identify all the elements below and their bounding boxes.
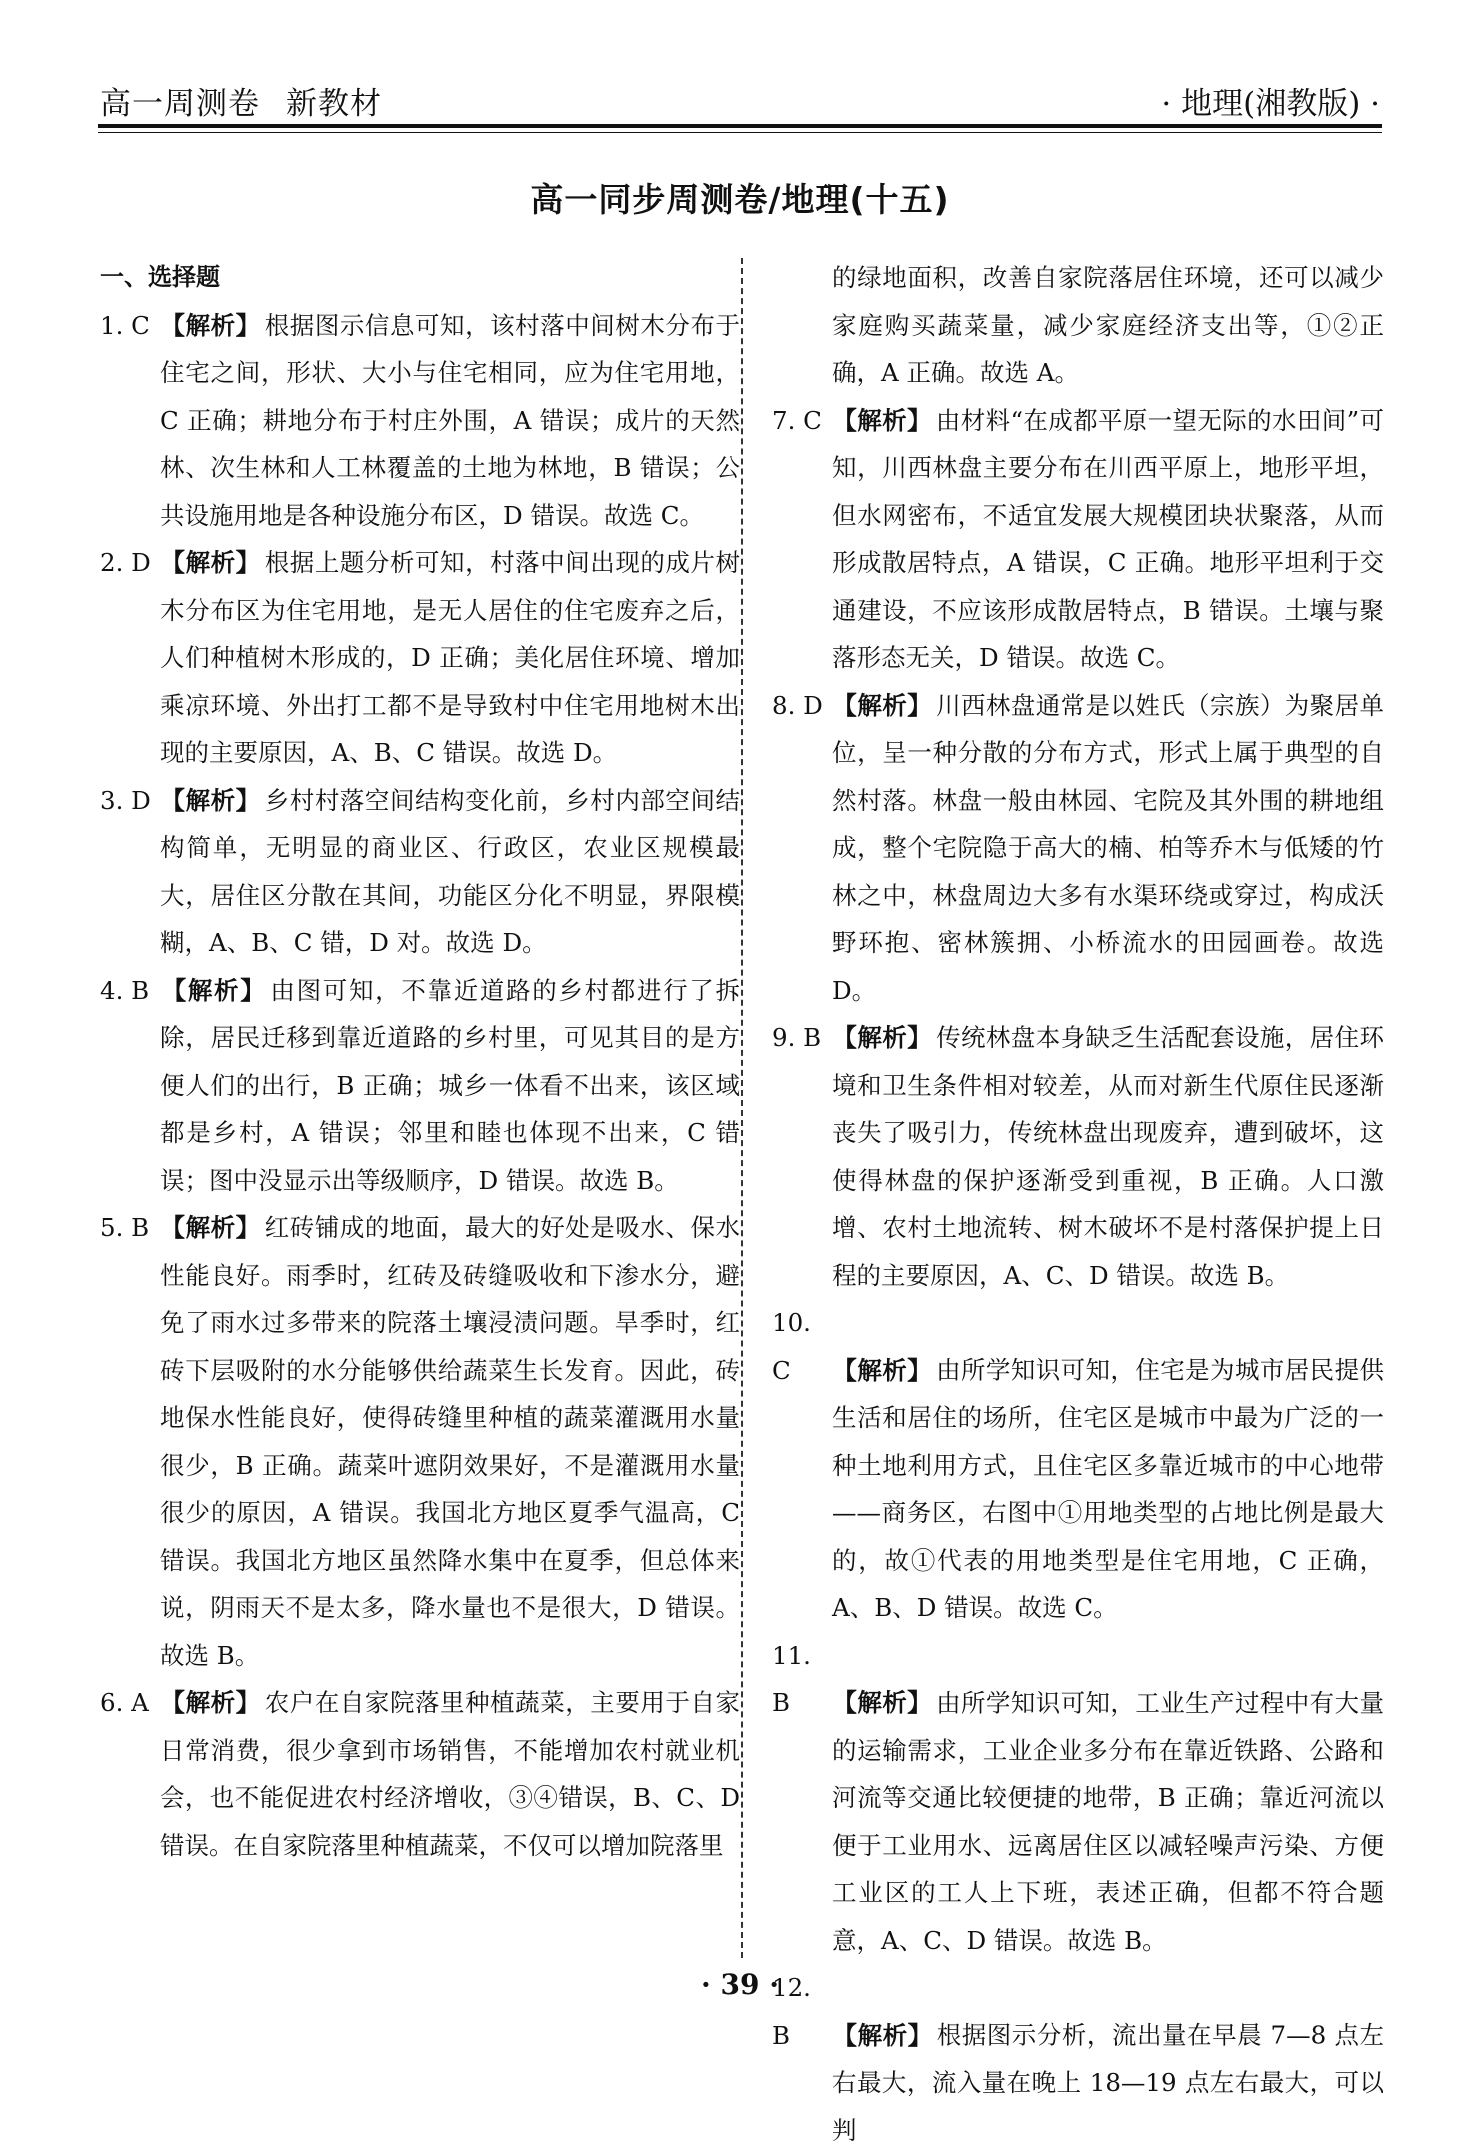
answer-number: 2. D xyxy=(100,539,160,587)
answer-number: 3. D xyxy=(100,777,160,825)
continued-answer xyxy=(772,254,1384,397)
answer-text: 农户在自家院落里种植蔬菜，主要用于自家日常消费，很少拿到市场销售，不能增加农村就业机会，也不能促进农村经济增收，③④错误，B、C、D 错误。在自家院落里种植蔬菜，不仅可以增加院落里 xyxy=(160,1688,740,1860)
section-heading: 一、选择题 xyxy=(100,254,740,302)
analysis-tag: 【解析】 xyxy=(160,786,261,815)
answer-item xyxy=(100,302,740,540)
answer-number: 8. D xyxy=(772,682,832,730)
answer-text: 乡村村落空间结构变化前，乡村内部空间结构简单，无明显的商业区、行政区，农业区规模最大，居住区分散在其间，功能区分化不明显，界限模糊，A、B、C 错，D 对。故选 D。 xyxy=(160,786,740,958)
answer-number: 6. A xyxy=(100,1679,160,1727)
analysis-tag: 【解析】 xyxy=(160,976,266,1005)
answer-number: 11. B xyxy=(772,1632,832,1727)
answer-number: 12. B xyxy=(772,1964,832,2059)
answer-text: 根据图示分析，流出量在早晨 7—8 点左右最大，流入量在晚上 18—19 点左右最大，可以判 xyxy=(832,2021,1384,2145)
page-number: · 39 · xyxy=(0,1968,1480,2001)
answer-text: 川西林盘通常是以姓氏（宗族）为聚居单位，呈一种分散的分布方式，形式上属于典型的自然村落。林盘一般由林园、宅院及其外围的耕地组成，整个宅院隐于高大的楠、柏等乔木与低矮的竹林之中，林盘周边大多有水渠环绕或穿过，构成沃野环抱、密林簇拥、小桥流水的田园画卷。故选 D。 xyxy=(832,691,1384,1005)
column-divider xyxy=(741,258,743,1958)
answer-item xyxy=(772,682,1384,1015)
header-rule-thin xyxy=(98,132,1382,133)
answer-item xyxy=(772,1299,1384,1632)
answer-item xyxy=(772,1632,1384,1965)
series-title: 高一周测卷 xyxy=(100,86,260,122)
analysis-tag: 【解析】 xyxy=(160,311,261,340)
analysis-tag: 【解析】 xyxy=(160,548,261,577)
answer-number: 1. C xyxy=(100,302,160,350)
header-rule-thick xyxy=(98,124,1382,128)
answer-number: 10. C xyxy=(772,1299,832,1394)
analysis-tag: 【解析】 xyxy=(832,2021,933,2050)
answer-item xyxy=(100,777,740,967)
answer-number: 5. B xyxy=(100,1204,160,1252)
answer-text: 由材料“在成都平原一望无际的水田间”可知，川西林盘主要分布在川西平原上，地形平坦，但水网密布，不适宜发展大规模团块状聚落，从而形成散居特点，A 错误，C 正确。地形平坦利于交通建设，不应该形成散居特点，B 错误。土壤与聚落形态无关，D 错误。故选 C。 xyxy=(832,406,1384,673)
analysis-tag: 【解析】 xyxy=(832,1356,932,1385)
answer-number: 9. B xyxy=(772,1014,832,1062)
page-title: 高一同步周测卷/地理(十五) xyxy=(0,174,1480,221)
answer-item xyxy=(100,1204,740,1679)
left-answer-list xyxy=(100,302,740,1870)
answer-text: 由图可知，不靠近道路的乡村都进行了拆除，居民迁移到靠近道路的乡村里，可见其目的是方便人们的出行，B 正确；城乡一体看不出来，该区域都是乡村，A 错误；邻里和睦也体现不出来，C 错误；图中没显示出等级顺序，D 错误。故选 B。 xyxy=(160,976,740,1195)
answer-number: 4. B xyxy=(100,967,160,1015)
answer-item xyxy=(100,539,740,777)
answer-text: 由所学知识可知，工业生产过程中有大量的运输需求，工业企业多分布在靠近铁路、公路和河流等交通比较便捷的地带，B 正确；靠近河流以便于工业用水、远离居住区以减轻噪声污染、方便工业区的工人上下班，表述正确，但都不符合题意，A、C、D 错误。故选 B。 xyxy=(832,1688,1384,1955)
analysis-tag: 【解析】 xyxy=(832,691,932,720)
answer-text: 根据上题分析可知，村落中间出现的成片树木分布区为住宅用地，是无人居住的住宅废弃之后，人们种植树木形成的，D 正确；美化居住环境、增加乘凉环境、外出打工都不是导致村中住宅用地树木出现的主要原因，A、B、C 错误。故选 D。 xyxy=(160,548,740,767)
answer-item xyxy=(772,397,1384,682)
answer-number: 7. C xyxy=(772,397,832,445)
analysis-tag: 【解析】 xyxy=(160,1688,261,1717)
answer-item xyxy=(772,1014,1384,1299)
answer-item xyxy=(100,1679,740,1869)
running-header-right: · 地理(湘教版) · xyxy=(1161,78,1380,123)
answer-text: 由所学知识可知，住宅是为城市居民提供生活和居住的场所，住宅区是城市中最为广泛的一种土地利用方式，且住宅区多靠近城市的中心地带——商务区，右图中①用地类型的占地比例是最大的，故①代表的用地类型是住宅用地，C 正确，A、B、D 错误。故选 C。 xyxy=(832,1356,1384,1623)
left-column xyxy=(100,254,740,1869)
answer-text: 红砖铺成的地面，最大的好处是吸水、保水性能良好。雨季时，红砖及砖缝吸收和下渗水分，避免了雨水过多带来的院落土壤浸渍问题。旱季时，红砖下层吸附的水分能够供给蔬菜生长发育。因此，砖地保水性能良好，使得砖缝里种植的蔬菜灌溉用水量很少，B 正确。蔬菜叶遮阴效果好，不是灌溉用水量很少的原因，A 错误。我国北方地区夏季气温高，C 错误。我国北方地区虽然降水集中在夏季，但总体来说，阴雨天不是太多，降水量也不是很大，D 错误。故选 B。 xyxy=(160,1213,740,1670)
right-answer-list xyxy=(772,397,1384,2154)
running-header-left xyxy=(100,78,382,123)
continued-answer-text: 的绿地面积，改善自家院落居住环境，还可以减少家庭购买蔬菜量，减少家庭经济支出等，①②正确，A 正确。故选 A。 xyxy=(772,254,1384,397)
answer-text: 传统林盘本身缺乏生活配套设施，居住环境和卫生条件相对较差，从而对新生代原住民逐渐丧失了吸引力，传统林盘出现废弃，遭到破坏，这使得林盘的保护逐渐受到重视，B 正确。人口激增、农村土地流转、树木破坏不是村落保护提上日程的主要原因，A、C、D 错误。故选 B。 xyxy=(832,1023,1384,1290)
right-column xyxy=(772,254,1384,2154)
answer-item xyxy=(100,967,740,1205)
analysis-tag: 【解析】 xyxy=(832,1688,932,1717)
analysis-tag: 【解析】 xyxy=(832,406,932,435)
analysis-tag: 【解析】 xyxy=(160,1213,261,1242)
analysis-tag: 【解析】 xyxy=(832,1023,932,1052)
series-subtitle: 新教材 xyxy=(286,86,382,122)
answer-text: 根据图示信息可知，该村落中间树木分布于住宅之间，形状、大小与住宅相同，应为住宅用地，C 正确；耕地分布于村庄外围，A 错误；成片的天然林、次生林和人工林覆盖的土地为林地，B 错误；公共设施用地是各种设施分布区，D 错误。故选 C。 xyxy=(160,311,740,530)
